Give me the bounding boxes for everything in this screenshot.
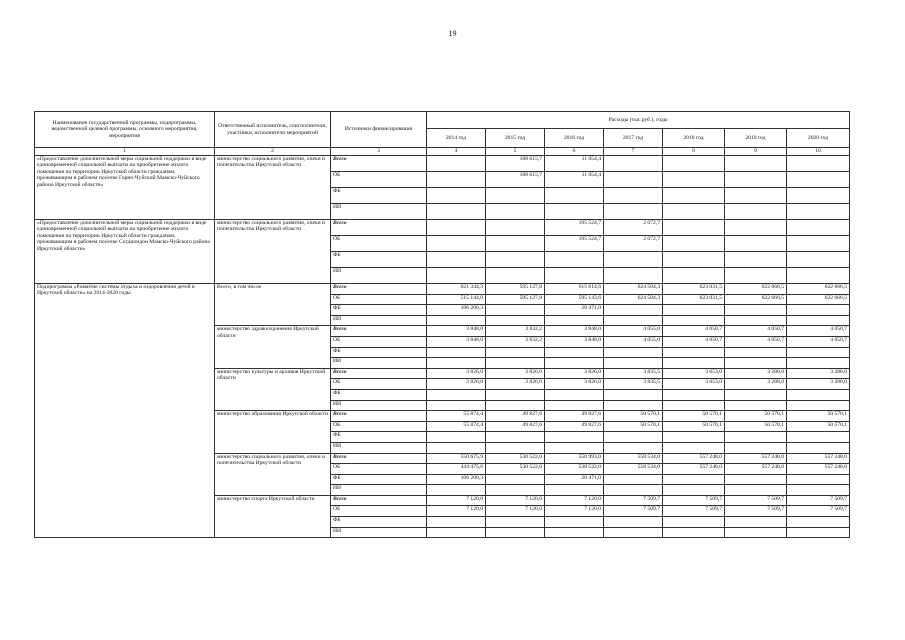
expense-value: 106 200,3 xyxy=(427,474,486,485)
expense-value xyxy=(725,156,787,172)
expense-value: 4 050,7 xyxy=(725,336,787,347)
expense-value xyxy=(663,442,725,453)
expense-value xyxy=(725,474,787,485)
expense-value xyxy=(663,517,725,528)
expense-value xyxy=(725,188,787,204)
expense-value xyxy=(427,220,486,236)
expense-value xyxy=(427,527,486,538)
column-index: 4 xyxy=(427,148,486,156)
expense-value xyxy=(604,517,663,528)
expense-value: 50 570,1 xyxy=(787,411,850,422)
expense-value xyxy=(663,527,725,538)
funding-source: ФБ xyxy=(331,432,427,443)
program-name: Подпрограмма «Развитие системы отдыха и оздоровления детей в Иркутской области» на 2014-2020 годы xyxy=(35,284,215,538)
column-index: 1 xyxy=(35,148,215,156)
expense-value xyxy=(486,485,545,496)
column-index: 9 xyxy=(725,148,787,156)
expense-value: 622 666,5 xyxy=(725,284,787,295)
expense-value: 7 509,7 xyxy=(663,506,725,517)
expense-value xyxy=(725,517,787,528)
expense-value: 2 072,7 xyxy=(604,220,663,236)
expense-value xyxy=(787,474,850,485)
expense-value xyxy=(486,220,545,236)
expense-value: 55 874,4 xyxy=(427,411,486,422)
expense-value: 595 127,8 xyxy=(486,284,545,295)
expense-value xyxy=(725,347,787,358)
table-row xyxy=(35,156,850,172)
expense-value xyxy=(604,442,663,453)
expense-value: 3 832,2 xyxy=(486,326,545,337)
funding-source: ИИ xyxy=(331,358,427,369)
funding-source: ОБ xyxy=(331,236,427,252)
expense-value: 444 475,6 xyxy=(427,464,486,475)
funding-source: ОБ xyxy=(331,172,427,188)
expense-value: 4 050,7 xyxy=(663,336,725,347)
expense-value xyxy=(663,172,725,188)
expense-value xyxy=(604,432,663,443)
expense-value xyxy=(787,485,850,496)
column-index: 7 xyxy=(604,148,663,156)
expense-value xyxy=(663,358,725,369)
column-index: 2 xyxy=(215,148,331,156)
expense-value xyxy=(486,432,545,443)
expense-value: 4 050,7 xyxy=(663,326,725,337)
expense-value: 623 031,5 xyxy=(663,284,725,295)
expense-value xyxy=(663,156,725,172)
expense-value xyxy=(604,389,663,400)
expense-value xyxy=(787,517,850,528)
funding-source: Всего xyxy=(331,284,427,295)
expense-value: 3 832,2 xyxy=(486,336,545,347)
funding-source: ОБ xyxy=(331,421,427,432)
expense-value: 4 055,0 xyxy=(604,326,663,337)
expense-value: 3 826,0 xyxy=(486,379,545,390)
expense-value xyxy=(604,347,663,358)
expense-value: 49 827,6 xyxy=(545,411,604,422)
expense-value: 3 826,0 xyxy=(545,368,604,379)
expense-value xyxy=(725,485,787,496)
expense-value xyxy=(787,156,850,172)
expense-value: 622 666,5 xyxy=(725,294,787,305)
expense-value: 3 826,0 xyxy=(427,368,486,379)
expense-value xyxy=(787,268,850,284)
header-year: 2014 год xyxy=(427,129,486,148)
expense-value xyxy=(663,252,725,268)
expense-value: 557 248,0 xyxy=(787,464,850,475)
expense-value xyxy=(725,252,787,268)
expense-value xyxy=(545,358,604,369)
expense-value: 3 848,0 xyxy=(427,336,486,347)
funding-source: Всего xyxy=(331,326,427,337)
expense-value: 3 288,0 xyxy=(787,379,850,390)
expense-value: 20 471,0 xyxy=(545,474,604,485)
funding-source: Всего xyxy=(331,156,427,172)
expense-value xyxy=(787,172,850,188)
expense-value xyxy=(427,347,486,358)
expense-value: 557 248,0 xyxy=(663,453,725,464)
funding-source: ОБ xyxy=(331,379,427,390)
executor-name: министерство здравоохранения Иркутской области xyxy=(215,326,331,368)
expense-value xyxy=(427,236,486,252)
expense-value: 558 534,0 xyxy=(604,453,663,464)
program-name: «Предоставление дополнительной меры социальной поддержки в виде единовременной социальной выплаты на приобретение жилого помещения на территории Иркутской области гражданам, проживающим в рабочем поселке Согдиондон Мамско-Чуйского района Иркутской области» xyxy=(35,220,215,284)
expense-value: 557 248,0 xyxy=(663,464,725,475)
funding-source: Всего xyxy=(331,368,427,379)
expense-value xyxy=(427,172,486,188)
expense-value xyxy=(486,204,545,220)
funding-source: ОБ xyxy=(331,506,427,517)
executor-name: министерство социального развития, опеки и попечительства Иркутской области xyxy=(215,156,331,220)
expense-value: 7 509,7 xyxy=(725,506,787,517)
funding-source: ИИ xyxy=(331,204,427,220)
expense-value xyxy=(545,432,604,443)
expense-value: 557 248,0 xyxy=(725,453,787,464)
expense-value xyxy=(427,156,486,172)
expense-value xyxy=(787,442,850,453)
expense-value xyxy=(663,315,725,326)
page-number: 19 xyxy=(448,29,457,38)
expense-value xyxy=(486,517,545,528)
column-index: 3 xyxy=(331,148,427,156)
expense-value xyxy=(604,474,663,485)
expense-value: 188 615,7 xyxy=(486,156,545,172)
funding-source: ФБ xyxy=(331,517,427,528)
expense-value xyxy=(545,527,604,538)
expense-value xyxy=(663,268,725,284)
expense-value: 4 050,7 xyxy=(787,336,850,347)
column-index: 8 xyxy=(663,148,725,156)
expense-value xyxy=(604,188,663,204)
expense-value: 2 072,7 xyxy=(604,236,663,252)
expense-value xyxy=(604,485,663,496)
expense-value xyxy=(604,268,663,284)
expense-value: 7 120,0 xyxy=(545,506,604,517)
funding-source: ИИ xyxy=(331,268,427,284)
expense-value xyxy=(663,432,725,443)
expense-value xyxy=(486,236,545,252)
expense-value: 50 570,1 xyxy=(725,421,787,432)
expense-value: 622 666,5 xyxy=(787,284,850,295)
expense-value: 7 509,7 xyxy=(604,506,663,517)
expense-value: 3 653,0 xyxy=(663,368,725,379)
executor-name: министерство культуры и архивов Иркутской области xyxy=(215,368,331,410)
expense-value xyxy=(545,442,604,453)
expense-value: 3 835,5 xyxy=(604,368,663,379)
expense-value xyxy=(545,204,604,220)
funding-source: ФБ xyxy=(331,389,427,400)
expense-value xyxy=(787,358,850,369)
funding-source: ИИ xyxy=(331,442,427,453)
expense-value xyxy=(604,156,663,172)
expense-value xyxy=(427,517,486,528)
header-year: 2016 год xyxy=(545,129,604,148)
expense-value xyxy=(545,517,604,528)
expense-value: 7 120,0 xyxy=(486,495,545,506)
expense-value: 7 120,0 xyxy=(427,506,486,517)
header-executor-column: Ответственный исполнитель, соисполнители, участники, исполнители мероприятий xyxy=(215,112,331,148)
header-expenses: Расходы (тыс.руб.), годы xyxy=(427,112,850,129)
expense-value: 3 848,0 xyxy=(545,326,604,337)
executor-name: министерство образования Иркутской области xyxy=(215,411,331,453)
expense-value: 557 248,0 xyxy=(787,453,850,464)
expense-value: 20 471,0 xyxy=(545,305,604,316)
expense-value: 624 504,3 xyxy=(604,284,663,295)
expense-value xyxy=(663,204,725,220)
header-year: 2017 год xyxy=(604,129,663,148)
expense-value xyxy=(725,358,787,369)
expense-value: 550 993,0 xyxy=(545,453,604,464)
column-index: 5 xyxy=(486,148,545,156)
expense-value xyxy=(787,252,850,268)
expense-value xyxy=(604,400,663,411)
expense-value: 106 200,3 xyxy=(427,305,486,316)
expense-value xyxy=(725,204,787,220)
header-source-column: Источники финансирования xyxy=(331,112,427,148)
expense-value: 195 524,7 xyxy=(545,220,604,236)
expense-value xyxy=(427,204,486,220)
expense-value xyxy=(787,527,850,538)
expense-value: 50 570,1 xyxy=(604,411,663,422)
expense-value xyxy=(787,204,850,220)
expense-value xyxy=(787,315,850,326)
expense-value xyxy=(725,172,787,188)
expense-value: 7 509,7 xyxy=(787,506,850,517)
expense-value: 3 826,0 xyxy=(545,379,604,390)
funding-source: ОБ xyxy=(331,336,427,347)
expense-value: 3 835,5 xyxy=(604,379,663,390)
expense-value: 558 534,0 xyxy=(604,464,663,475)
funding-source: ФБ xyxy=(331,305,427,316)
expense-value xyxy=(787,236,850,252)
expense-value: 622 666,5 xyxy=(787,294,850,305)
expense-value: 595 143,6 xyxy=(545,294,604,305)
expense-value: 3 848,0 xyxy=(427,326,486,337)
expense-value: 11 054,4 xyxy=(545,172,604,188)
expense-value xyxy=(663,389,725,400)
expense-value: 49 827,6 xyxy=(486,411,545,422)
expense-value xyxy=(427,252,486,268)
expense-value: 7 509,7 xyxy=(787,495,850,506)
expense-value xyxy=(725,442,787,453)
budget-table xyxy=(34,111,850,538)
expense-value xyxy=(663,188,725,204)
expense-value: 615 614,6 xyxy=(545,284,604,295)
expense-value xyxy=(725,305,787,316)
expense-value xyxy=(663,485,725,496)
expense-value xyxy=(427,188,486,204)
expense-value xyxy=(545,389,604,400)
expense-value: 3 288,0 xyxy=(787,368,850,379)
expense-value: 624 504,3 xyxy=(604,294,663,305)
funding-source: ИИ xyxy=(331,485,427,496)
expense-value: 195 524,7 xyxy=(545,236,604,252)
funding-source: ИИ xyxy=(331,315,427,326)
expense-value xyxy=(725,389,787,400)
expense-value: 7 509,7 xyxy=(725,495,787,506)
expense-value: 7 509,7 xyxy=(604,495,663,506)
expense-value xyxy=(787,188,850,204)
funding-source: ФБ xyxy=(331,188,427,204)
expense-value xyxy=(604,315,663,326)
expense-value xyxy=(787,432,850,443)
table-row xyxy=(35,220,850,236)
expense-value xyxy=(427,442,486,453)
expense-value xyxy=(545,485,604,496)
expense-value xyxy=(663,220,725,236)
expense-value xyxy=(486,347,545,358)
expense-value xyxy=(486,305,545,316)
header-year: 2015 год xyxy=(486,129,545,148)
executor-name: министерство социального развития, опеки и попечительства Иркутской области xyxy=(215,453,331,495)
funding-source: Всего xyxy=(331,220,427,236)
funding-source: ФБ xyxy=(331,347,427,358)
expense-value xyxy=(486,442,545,453)
funding-source: ОБ xyxy=(331,464,427,475)
funding-source: ИИ xyxy=(331,527,427,538)
expense-value: 50 570,1 xyxy=(604,421,663,432)
expense-value: 530 522,0 xyxy=(486,453,545,464)
column-index: 6 xyxy=(545,148,604,156)
expense-value: 3 288,0 xyxy=(725,379,787,390)
expense-value xyxy=(427,400,486,411)
expense-value: 530 522,0 xyxy=(486,464,545,475)
expense-value xyxy=(545,400,604,411)
expense-value: 4 055,0 xyxy=(604,336,663,347)
expense-value: 7 120,0 xyxy=(427,495,486,506)
expense-value xyxy=(545,188,604,204)
header-year: 2018 год xyxy=(663,129,725,148)
funding-source: Всего xyxy=(331,495,427,506)
column-index: 10 xyxy=(787,148,850,156)
funding-source: ФБ xyxy=(331,252,427,268)
header-year: 2019 год xyxy=(725,129,787,148)
table-row xyxy=(35,284,850,295)
expense-value: 515 144,0 xyxy=(427,294,486,305)
expense-value xyxy=(486,527,545,538)
expense-value xyxy=(545,268,604,284)
expense-value xyxy=(545,347,604,358)
expense-value xyxy=(545,315,604,326)
funding-source: Всего xyxy=(331,453,427,464)
expense-value xyxy=(725,315,787,326)
expense-value: 7 120,0 xyxy=(486,506,545,517)
expense-value xyxy=(604,305,663,316)
expense-value xyxy=(663,236,725,252)
expense-value: 7 120,0 xyxy=(545,495,604,506)
expense-value xyxy=(663,474,725,485)
expense-value xyxy=(427,268,486,284)
program-name: «Предоставление дополнительной меры социальной поддержки в виде единовременной социальной выплаты на приобретение жилого помещения на территории Иркутской области гражданам, проживающим в рабочем поселке Горно-Чуйский Мамско-Чуйского района Иркутской области» xyxy=(35,156,215,220)
expense-value: 3 848,0 xyxy=(545,336,604,347)
expense-value: 3 288,0 xyxy=(725,368,787,379)
expense-value xyxy=(427,485,486,496)
expense-value: 7 509,7 xyxy=(663,495,725,506)
expense-value: 50 570,1 xyxy=(663,411,725,422)
expense-value xyxy=(427,389,486,400)
funding-source: Всего xyxy=(331,411,427,422)
expense-value: 49 827,6 xyxy=(545,421,604,432)
expense-value xyxy=(787,400,850,411)
header-year: 2020 год xyxy=(787,129,850,148)
expense-value: 49 827,6 xyxy=(486,421,545,432)
expense-value: 50 570,1 xyxy=(725,411,787,422)
expense-value: 4 050,7 xyxy=(725,326,787,337)
expense-value: 3 826,0 xyxy=(427,379,486,390)
expense-value: 530 522,0 xyxy=(545,464,604,475)
expense-value xyxy=(486,252,545,268)
expense-value xyxy=(725,268,787,284)
funding-source: ОБ xyxy=(331,294,427,305)
expense-value xyxy=(604,252,663,268)
expense-value: 55 874,4 xyxy=(427,421,486,432)
expense-value xyxy=(725,400,787,411)
expense-value xyxy=(486,358,545,369)
expense-value xyxy=(604,358,663,369)
expense-value xyxy=(787,220,850,236)
expense-value xyxy=(725,220,787,236)
expense-value xyxy=(725,432,787,443)
executor-name: министерство спорта Иркутской области xyxy=(215,495,331,537)
expense-value xyxy=(427,432,486,443)
header-name-column: Наименование государственной программы, подпрограммы, ведомственной целевой программы, основного мероприятия, мероприятия xyxy=(35,112,215,148)
expense-value xyxy=(663,400,725,411)
expense-value xyxy=(787,389,850,400)
expense-value xyxy=(486,188,545,204)
expense-value xyxy=(545,252,604,268)
table-body xyxy=(35,156,850,538)
expense-value xyxy=(604,527,663,538)
expense-value: 188 615,7 xyxy=(486,172,545,188)
expense-value xyxy=(486,268,545,284)
funding-source: ИИ xyxy=(331,400,427,411)
expense-value: 4 050,7 xyxy=(787,326,850,337)
expense-value xyxy=(725,527,787,538)
expense-value: 3 653,0 xyxy=(663,379,725,390)
expense-value xyxy=(787,305,850,316)
expense-value: 11 054,4 xyxy=(545,156,604,172)
expense-value xyxy=(663,305,725,316)
expense-value xyxy=(663,347,725,358)
executor-name: министерство социального развития, опеки и попечительства Иркутской области xyxy=(215,220,331,284)
expense-value xyxy=(486,389,545,400)
expense-value: 621 344,3 xyxy=(427,284,486,295)
expense-value: 550 675,9 xyxy=(427,453,486,464)
expense-value xyxy=(486,474,545,485)
funding-source: ФБ xyxy=(331,474,427,485)
expense-value xyxy=(486,400,545,411)
expense-value xyxy=(604,172,663,188)
expense-value: 50 570,1 xyxy=(663,421,725,432)
expense-value: 623 031,5 xyxy=(663,294,725,305)
expense-value xyxy=(427,358,486,369)
table-header xyxy=(35,112,850,156)
executor-name: Всего, в том числе xyxy=(215,284,331,326)
expense-value: 50 570,1 xyxy=(787,421,850,432)
expense-value xyxy=(427,315,486,326)
expense-value: 3 826,0 xyxy=(486,368,545,379)
expense-value xyxy=(486,315,545,326)
expense-value: 557 248,0 xyxy=(725,464,787,475)
expense-value xyxy=(787,347,850,358)
expense-value xyxy=(604,204,663,220)
expense-value: 595 127,8 xyxy=(486,294,545,305)
expense-value xyxy=(725,236,787,252)
